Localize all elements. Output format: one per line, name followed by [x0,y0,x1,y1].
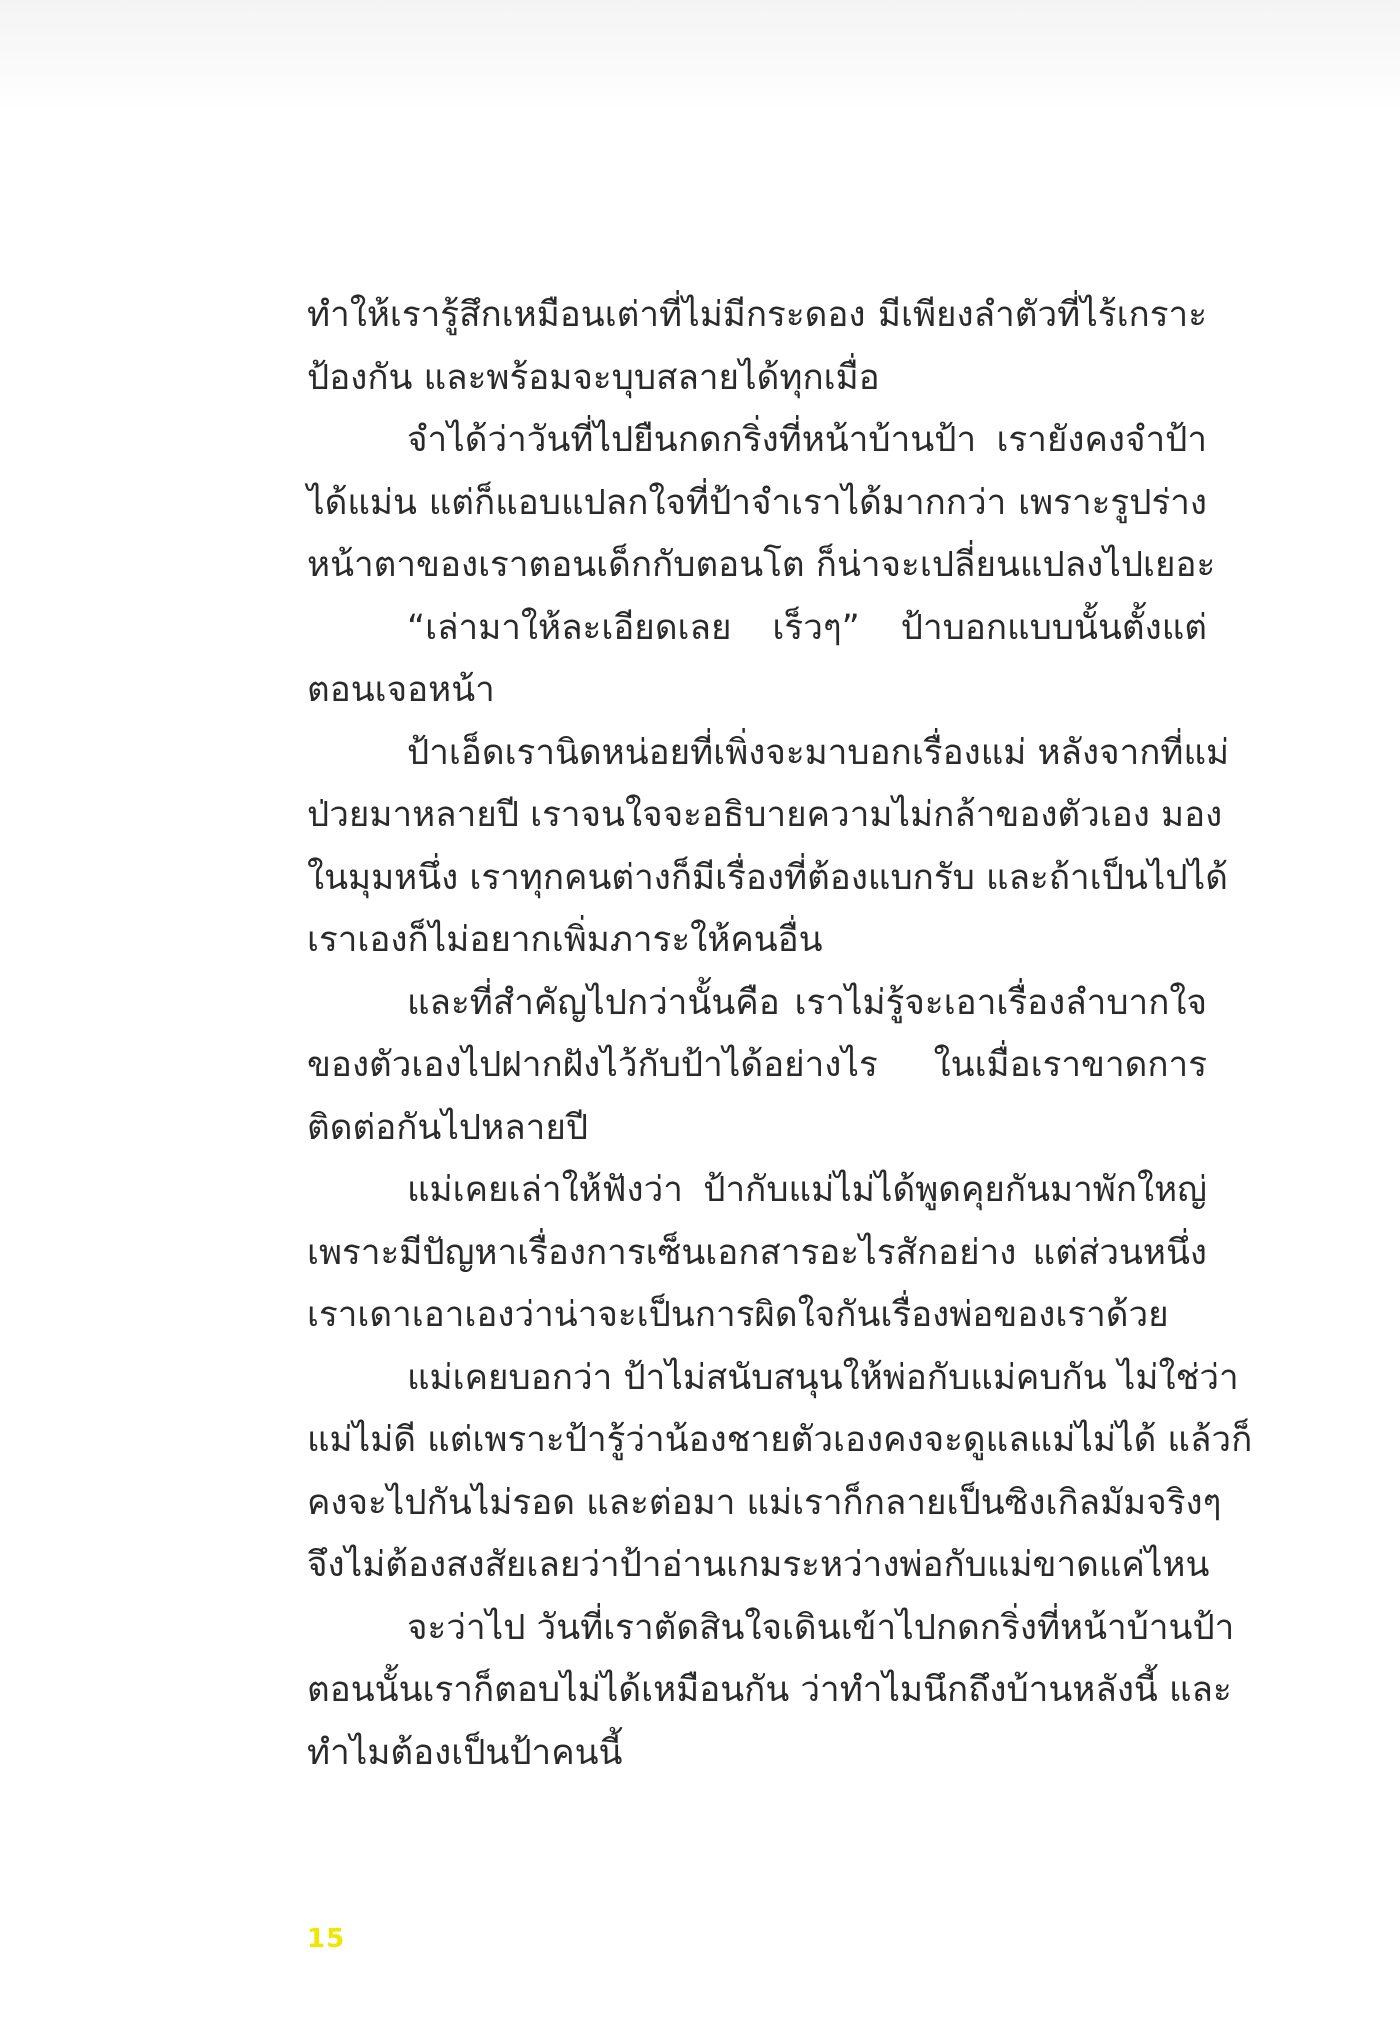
text-line: ป้าเอ็ดเรานิดหน่อยที่เพิ่งจะมาบอกเรื่องแม่ หลังจากที่แม่ [407,732,1230,773]
text-line: จำได้ว่าวันที่ไปยืนกดกริ่งที่หน้าบ้านป้า เรายังคงจำป้า [407,420,1207,460]
text-line: ติดต่อกันไปหลายปี [307,1107,589,1148]
page-top-shading [0,0,1400,110]
text-line: ทำไมต้องเป็นป้าคนนี้ [307,1732,623,1773]
text-line: และที่สำคัญไปกว่านั้นคือ เราไม่รู้จะเอาเรื่องลำบากใจ [407,982,1207,1023]
text-line: จะว่าไป วันที่เราตัดสินใจเดินเข้าไปกดกริ่งที่หน้าบ้านป้า [407,1607,1235,1648]
text-line: แม่เคยบอกว่า ป้าไม่สนับสนุนให้พ่อกับแม่คบกัน ไม่ใช่ว่า [407,1357,1239,1398]
text-line: จึงไม่ต้องสงสัยเลยว่าป้าอ่านเกมระหว่างพ่อกับแม่ขาดแค่ไหน [307,1545,1210,1585]
text-line: เพราะมีปัญหาเรื่องการเซ็นเอกสารอะไรสักอย่าง แต่ส่วนหนึ่ง [307,1232,1207,1273]
page-number: 15 [307,1924,346,1954]
text-line: ตอนนั้นเราก็ตอบไม่ได้เหมือนกัน ว่าทำไมนึกถึงบ้านหลังนี้ และ [307,1670,1232,1710]
text-line: ทำให้เรารู้สึกเหมือนเต่าที่ไม่มีกระดอง มีเพียงลำตัวที่ไร้เกราะ [307,295,1207,335]
text-line: แม่ไม่ดี แต่เพราะป้ารู้ว่าน้องชายตัวเองคงจะดูแลแม่ไม่ได้ แล้วก็ [307,1420,1253,1460]
text-line: ของตัวเองไปฝากฝังไว้กับป้าได้อย่างไร ในเมื่อเราขาดการ [307,1045,1207,1085]
text-line: หน้าตาของเราตอนเด็กกับตอนโต ก็น่าจะเปลี่ยนแปลงไปเยอะ [307,545,1216,585]
text-line: ป้องกัน และพร้อมจะบุบสลายได้ทุกเมื่อ [307,357,880,398]
text-line: ตอนเจอหน้า [307,670,495,710]
text-line: คงจะไปกันไม่รอด และต่อมา แม่เราก็กลายเป็นซิงเกิลมัมจริงๆ [307,1482,1222,1523]
text-line: เราเดาเอาเองว่าน่าจะเป็นการผิดใจกันเรื่องพ่อของเราด้วย [307,1295,1169,1335]
text-line: แม่เคยเล่าให้ฟังว่า ป้ากับแม่ไม่ได้พูดคุยกันมาพักใหญ่ [407,1170,1207,1210]
text-line: “เล่ามาให้ละเอียดเลย เร็วๆ” ป้าบอกแบบนั้นตั้งแต่ [407,607,1207,648]
text-line: เราเองก็ไม่อยากเพิ่มภาระให้คนอื่น [307,920,823,960]
body-text [307,284,1253,1784]
text-line: ในมุมหนึ่ง เราทุกคนต่างก็มีเรื่องที่ต้องแบกรับ และถ้าเป็นไปได้ [307,857,1228,898]
text-line: ป่วยมาหลายปี เราจนใจจะอธิบายความไม่กล้าของตัวเอง มอง [307,795,1223,835]
text-line: ได้แม่น แต่ก็แอบแปลกใจที่ป้าจำเราได้มากกว่า เพราะรูปร่าง [307,482,1207,523]
